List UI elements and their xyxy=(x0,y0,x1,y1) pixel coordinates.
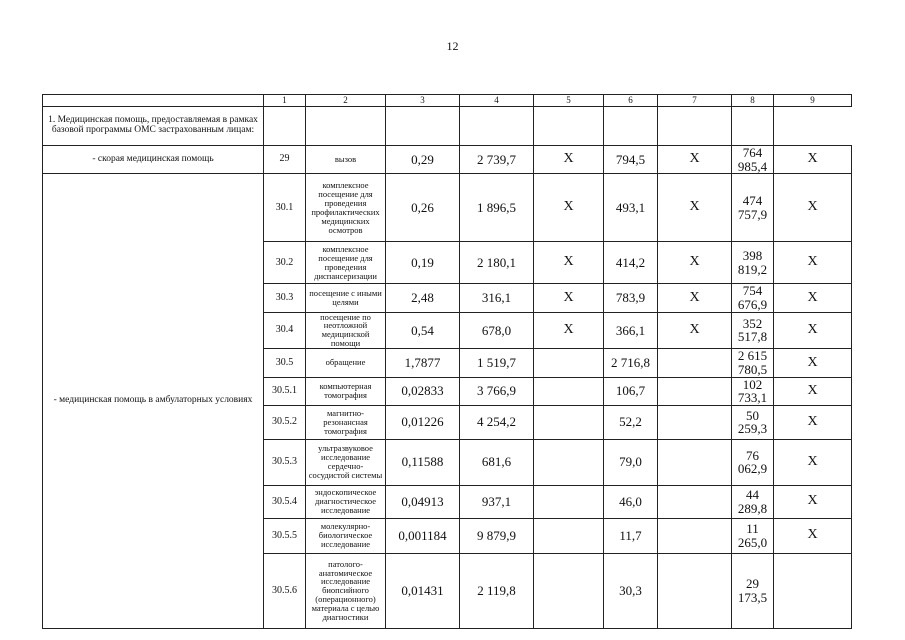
value-cell: X xyxy=(658,174,732,242)
value-cell: 50 259,3 xyxy=(732,405,774,439)
value-cell: X xyxy=(774,518,852,553)
value-cell xyxy=(534,439,604,485)
value-cell: 2 119,8 xyxy=(460,553,534,628)
value-cell: 2 180,1 xyxy=(460,242,534,284)
value-cell: 2 615 780,5 xyxy=(732,349,774,377)
header-cell: 4 xyxy=(460,95,534,107)
value-cell: 681,6 xyxy=(460,439,534,485)
value-cell: 11,7 xyxy=(604,518,658,553)
value-cell: X xyxy=(774,146,852,174)
value-cell: 44 289,8 xyxy=(732,485,774,518)
code-cell: 30.5.4 xyxy=(264,485,306,518)
value-cell: 52,2 xyxy=(604,405,658,439)
value-cell: 0,54 xyxy=(386,312,460,349)
unit-cell: комплексное посещение для проведения профилактических медицинских осмотров xyxy=(306,174,386,242)
code-cell: 30.5.5 xyxy=(264,518,306,553)
value-cell: 1 519,7 xyxy=(460,349,534,377)
code-cell: 30.5.2 xyxy=(264,405,306,439)
unit-cell: магнитно-резонансная томография xyxy=(306,405,386,439)
value-cell: X xyxy=(534,174,604,242)
financing-table xyxy=(42,94,852,629)
unit-cell: патолого-анатомическое исследование биопсийного (операционного) материала с целью диагностики xyxy=(306,553,386,628)
unit-cell: обращение xyxy=(306,349,386,377)
value-cell: 102 733,1 xyxy=(732,377,774,405)
section-row xyxy=(43,107,852,146)
value-cell: 0,01431 xyxy=(386,553,460,628)
value-cell: 937,1 xyxy=(460,485,534,518)
unit-cell: компьютерная томография xyxy=(306,377,386,405)
value-cell: 352 517,8 xyxy=(732,312,774,349)
value-cell: X xyxy=(774,312,852,349)
value-cell: 46,0 xyxy=(604,485,658,518)
code-cell: 30.5.1 xyxy=(264,377,306,405)
value-cell: 1 896,5 xyxy=(460,174,534,242)
value-cell: X xyxy=(658,242,732,284)
header-cell: 6 xyxy=(604,95,658,107)
value-cell: 76 062,9 xyxy=(732,439,774,485)
value-cell xyxy=(774,553,852,628)
value-cell: 794,5 xyxy=(604,146,658,174)
page-number: 12 xyxy=(446,39,459,53)
value-cell: X xyxy=(534,242,604,284)
header-cell: 1 xyxy=(264,95,306,107)
value-cell: 366,1 xyxy=(604,312,658,349)
code-cell: 30.5 xyxy=(264,349,306,377)
header-cell: 2 xyxy=(306,95,386,107)
value-cell: 414,2 xyxy=(604,242,658,284)
value-cell xyxy=(658,518,732,553)
value-cell: 0,19 xyxy=(386,242,460,284)
value-cell xyxy=(658,349,732,377)
code-cell: 30.1 xyxy=(264,174,306,242)
value-cell: X xyxy=(774,174,852,242)
value-cell: 0,26 xyxy=(386,174,460,242)
value-cell: 0,02833 xyxy=(386,377,460,405)
header-cell: 3 xyxy=(386,95,460,107)
value-cell: X xyxy=(658,146,732,174)
code-cell: 30.4 xyxy=(264,312,306,349)
unit-cell: посещение по неотложной медицинской помощи xyxy=(306,312,386,349)
value-cell: 678,0 xyxy=(460,312,534,349)
value-cell: 398 819,2 xyxy=(732,242,774,284)
value-cell xyxy=(658,439,732,485)
unit-cell: молекулярно-биологическое исследование xyxy=(306,518,386,553)
value-cell: 316,1 xyxy=(460,284,534,312)
value-cell: 79,0 xyxy=(604,439,658,485)
value-cell: 783,9 xyxy=(604,284,658,312)
header-row xyxy=(43,95,852,107)
section-title: 1. Медицинская помощь, предоставляемая в рамках базовой программы ОМС застрахованным лицам: xyxy=(43,107,264,146)
header-cell: 7 xyxy=(658,95,732,107)
outpatient-label: - медицинская помощь в амбулаторных условиях xyxy=(43,174,264,629)
value-cell: 29 173,5 xyxy=(732,553,774,628)
code-cell: 30.2 xyxy=(264,242,306,284)
value-cell: 2 716,8 xyxy=(604,349,658,377)
value-cell: X xyxy=(774,284,852,312)
unit-cell: комплексное посещение для проведения диспансеризации xyxy=(306,242,386,284)
value-cell: 1,7877 xyxy=(386,349,460,377)
value-cell: 3 766,9 xyxy=(460,377,534,405)
header-cell: 8 xyxy=(732,95,774,107)
value-cell xyxy=(534,349,604,377)
value-cell: 0,11588 xyxy=(386,439,460,485)
value-cell: 4 254,2 xyxy=(460,405,534,439)
code-cell: 30.5.3 xyxy=(264,439,306,485)
value-cell: 0,04913 xyxy=(386,485,460,518)
value-cell: 754 676,9 xyxy=(732,284,774,312)
value-cell: X xyxy=(774,349,852,377)
value-cell xyxy=(534,377,604,405)
value-cell: 764 985,4 xyxy=(732,146,774,174)
unit-cell: посещение с иными целями xyxy=(306,284,386,312)
value-cell: X xyxy=(774,485,852,518)
value-cell: 9 879,9 xyxy=(460,518,534,553)
value-cell: 11 265,0 xyxy=(732,518,774,553)
code-cell: 29 xyxy=(264,146,306,174)
value-cell: X xyxy=(534,284,604,312)
value-cell xyxy=(534,485,604,518)
header-cell: 9 xyxy=(774,95,852,107)
value-cell: 474 757,9 xyxy=(732,174,774,242)
value-cell: X xyxy=(774,377,852,405)
value-cell xyxy=(658,553,732,628)
unit-cell: эндоскопическое диагностическое исследование xyxy=(306,485,386,518)
value-cell xyxy=(658,377,732,405)
unit-cell: вызов xyxy=(306,146,386,174)
table-row-ambulance xyxy=(43,146,852,174)
value-cell: 106,7 xyxy=(604,377,658,405)
value-cell xyxy=(534,405,604,439)
header-cell-blank xyxy=(43,95,264,107)
header-cell: 5 xyxy=(534,95,604,107)
value-cell: 2,48 xyxy=(386,284,460,312)
table-row xyxy=(43,174,852,242)
value-cell: X xyxy=(658,284,732,312)
value-cell xyxy=(658,485,732,518)
value-cell: 493,1 xyxy=(604,174,658,242)
ambulance-label: - скорая медицинская помощь xyxy=(43,146,264,174)
value-cell: X xyxy=(658,312,732,349)
code-cell: 30.5.6 xyxy=(264,553,306,628)
value-cell xyxy=(534,553,604,628)
value-cell: 0,01226 xyxy=(386,405,460,439)
value-cell: 2 739,7 xyxy=(460,146,534,174)
value-cell: X xyxy=(534,146,604,174)
value-cell: X xyxy=(534,312,604,349)
value-cell: X xyxy=(774,242,852,284)
value-cell: X xyxy=(774,439,852,485)
value-cell: 0,29 xyxy=(386,146,460,174)
value-cell: 0,001184 xyxy=(386,518,460,553)
value-cell xyxy=(534,518,604,553)
code-cell: 30.3 xyxy=(264,284,306,312)
value-cell xyxy=(658,405,732,439)
value-cell: 30,3 xyxy=(604,553,658,628)
unit-cell: ультразвуковое исследование сердечно-сосудистой системы xyxy=(306,439,386,485)
value-cell: X xyxy=(774,405,852,439)
